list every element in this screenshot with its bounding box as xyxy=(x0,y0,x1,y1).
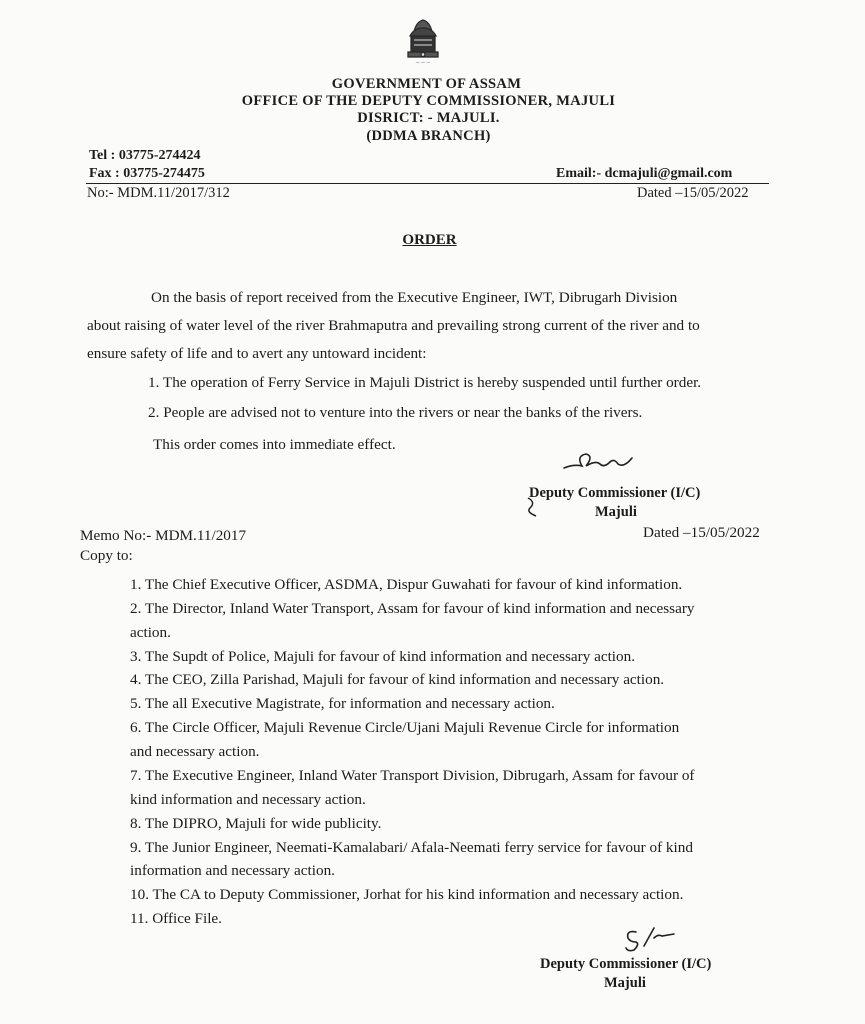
header-government: GOVERNMENT OF ASSAM xyxy=(331,76,522,92)
header-office: OFFICE OF THE DEPUTY COMMISSIONER, MAJULI xyxy=(241,93,616,109)
list-item: 11. Office File. xyxy=(130,910,222,927)
list-item: kind information and necessary action. xyxy=(130,791,366,808)
list-item: 1. The Chief Executive Officer, ASDMA, Dispur Guwahati for favour of kind information. xyxy=(130,576,683,593)
list-item: action. xyxy=(130,624,171,641)
memo-dated: Dated –15/05/2022 xyxy=(643,524,760,541)
list-item: 6. The Circle Officer, Majuli Revenue Circle/Ujani Majuli Revenue Circle for information xyxy=(130,719,680,736)
contact-email: Email:- dcmajuli@gmail.com xyxy=(556,166,733,181)
signature-2-place: Majuli xyxy=(604,975,646,991)
signature-1-title: Deputy Commissioner (I/C) xyxy=(529,485,701,501)
list-item: 4. The CEO, Zilla Parishad, Majuli for favour of kind information and necessary action. xyxy=(130,671,665,688)
header-district: DISRICT: - MAJULI. xyxy=(357,110,500,126)
order-intro-line3: ensure safety of life and to avert any untoward incident: xyxy=(87,345,427,362)
list-item: 7. The Executive Engineer, Inland Water Transport Division, Dibrugarh, Assam for favour of xyxy=(130,767,695,784)
header-branch: (DDMA BRANCH) xyxy=(366,128,491,144)
order-point-2: 2. People are advised not to venture into the rivers or near the banks of the rivers. xyxy=(148,404,643,421)
list-item: 5. The all Executive Magistrate, for information and necessary action. xyxy=(130,695,555,712)
reference-number: No:- MDM.11/2017/312 xyxy=(87,185,230,201)
list-item: information and necessary action. xyxy=(130,862,335,879)
list-item: 9. The Junior Engineer, Neemati-Kamalabari/ Afala-Neemati ferry service for favour of kind xyxy=(130,839,693,856)
list-item: 10. The CA to Deputy Commissioner, Jorhat for his kind information and necessary action. xyxy=(130,886,684,903)
signature-1-place: Majuli xyxy=(595,504,637,520)
memo-number: Memo No:- MDM.11/2017 xyxy=(80,527,247,544)
contact-tel: Tel : 03775-274424 xyxy=(89,148,201,163)
order-title: ORDER xyxy=(402,232,457,248)
header-divider xyxy=(86,183,769,184)
national-emblem-icon xyxy=(402,14,444,66)
list-item: 2. The Director, Inland Water Transport, Assam for favour of kind information and necessary xyxy=(130,600,695,617)
order-effect: This order comes into immediate effect. xyxy=(153,436,396,453)
order-intro-line2: about raising of water level of the river Brahmaputra and prevailing strong current of the river and to xyxy=(87,317,700,334)
svg-text:— — —: — — — xyxy=(415,60,431,65)
reference-dated: Dated –15/05/2022 xyxy=(637,185,749,201)
memo-copy-to: Copy to: xyxy=(80,547,133,564)
signature-2-title: Deputy Commissioner (I/C) xyxy=(540,956,712,972)
list-item: 8. The DIPRO, Majuli for wide publicity. xyxy=(130,815,382,832)
order-point-1: 1. The operation of Ferry Service in Majuli District is hereby suspended until further order. xyxy=(148,374,702,391)
signature-2-mark xyxy=(622,924,678,954)
contact-fax: Fax : 03775-274475 xyxy=(89,166,205,181)
list-item: 3. The Supdt of Police, Majuli for favour of kind information and necessary action. xyxy=(130,648,636,665)
list-item: and necessary action. xyxy=(130,743,260,760)
signature-1-image xyxy=(560,446,652,476)
order-intro-line1: On the basis of report received from the Executive Engineer, IWT, Dibrugarh Division xyxy=(151,289,678,306)
initial-mark-icon xyxy=(524,496,542,518)
